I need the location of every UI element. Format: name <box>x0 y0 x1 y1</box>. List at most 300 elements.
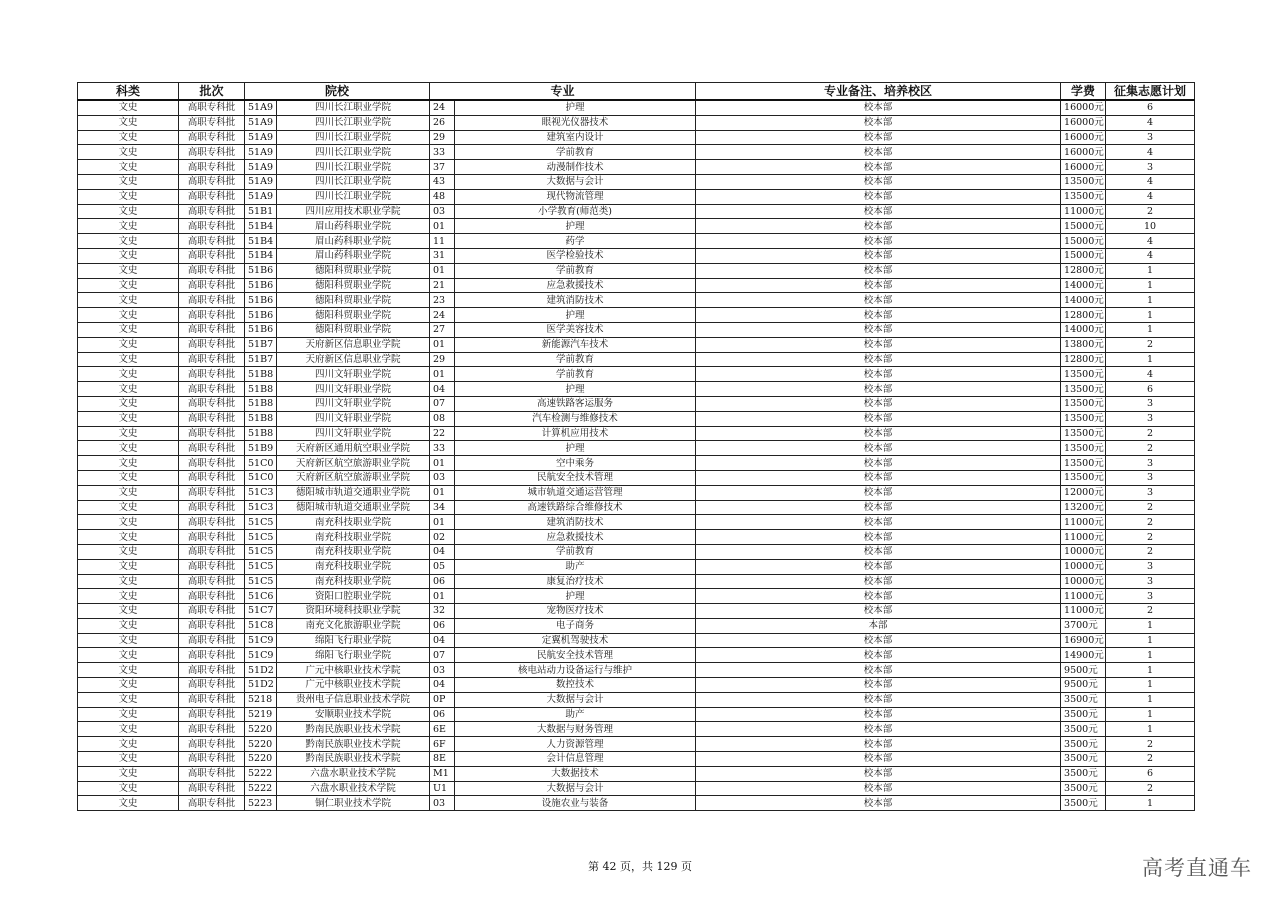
header-batch: 批次 <box>179 83 245 101</box>
cell-plan-count: 1 <box>1106 692 1195 707</box>
cell-major-name: 医学检验技术 <box>455 248 696 263</box>
cell-major-name: 高速铁路客运服务 <box>455 396 696 411</box>
cell-school-name: 南充科技职业学院 <box>277 544 430 559</box>
cell-category: 文史 <box>78 544 179 559</box>
cell-batch: 高职专科批 <box>179 648 245 663</box>
cell-category: 文史 <box>78 234 179 249</box>
cell-batch: 高职专科批 <box>179 248 245 263</box>
cell-category: 文史 <box>78 633 179 648</box>
cell-plan-count: 3 <box>1106 485 1195 500</box>
cell-category: 文史 <box>78 559 179 574</box>
cell-major-note: 校本部 <box>696 707 1061 722</box>
cell-batch: 高职专科批 <box>179 293 245 308</box>
cell-batch: 高职专科批 <box>179 367 245 382</box>
cell-school-name: 眉山药科职业学院 <box>277 248 430 263</box>
cell-tuition: 15000元 <box>1061 248 1106 263</box>
cell-batch: 高职专科批 <box>179 500 245 515</box>
cell-category: 文史 <box>78 204 179 219</box>
cell-major-name: 大数据与会计 <box>455 781 696 796</box>
cell-school-code: 51B6 <box>245 293 277 308</box>
table-row <box>78 189 1195 204</box>
cell-batch: 高职专科批 <box>179 796 245 811</box>
cell-batch: 高职专科批 <box>179 160 245 175</box>
cell-batch: 高职专科批 <box>179 174 245 189</box>
cell-major-name: 设施农业与装备 <box>455 796 696 811</box>
cell-school-name: 资阳口腔职业学院 <box>277 589 430 604</box>
cell-school-code: 51C3 <box>245 485 277 500</box>
cell-major-code: 21 <box>430 278 455 293</box>
cell-plan-count: 1 <box>1106 707 1195 722</box>
cell-category: 文史 <box>78 174 179 189</box>
cell-category: 文史 <box>78 145 179 160</box>
cell-major-note: 本部 <box>696 618 1061 633</box>
cell-major-code: 04 <box>430 544 455 559</box>
cell-plan-count: 1 <box>1106 263 1195 278</box>
cell-batch: 高职专科批 <box>179 752 245 767</box>
cell-major-name: 建筑消防技术 <box>455 515 696 530</box>
cell-major-code: 43 <box>430 174 455 189</box>
cell-category: 文史 <box>78 396 179 411</box>
cell-tuition: 3500元 <box>1061 692 1106 707</box>
cell-plan-count: 4 <box>1106 145 1195 160</box>
cell-school-code: 51C3 <box>245 500 277 515</box>
cell-plan-count: 2 <box>1106 515 1195 530</box>
cell-major-note: 校本部 <box>696 115 1061 130</box>
cell-major-name: 护理 <box>455 441 696 456</box>
cell-major-name: 大数据与会计 <box>455 174 696 189</box>
cell-batch: 高职专科批 <box>179 263 245 278</box>
cell-major-note: 校本部 <box>696 456 1061 471</box>
cell-plan-count: 2 <box>1106 752 1195 767</box>
cell-major-name: 电子商务 <box>455 618 696 633</box>
cell-major-note: 校本部 <box>696 692 1061 707</box>
cell-tuition: 11000元 <box>1061 515 1106 530</box>
cell-major-name: 学前教育 <box>455 352 696 367</box>
cell-tuition: 15000元 <box>1061 219 1106 234</box>
cell-batch: 高职专科批 <box>179 189 245 204</box>
cell-plan-count: 2 <box>1106 204 1195 219</box>
cell-major-name: 学前教育 <box>455 367 696 382</box>
header-major-note: 专业备注、培养校区 <box>696 83 1061 101</box>
cell-major-code: 34 <box>430 500 455 515</box>
cell-school-code: 51C5 <box>245 530 277 545</box>
cell-tuition: 16000元 <box>1061 160 1106 175</box>
table-row <box>78 337 1195 352</box>
cell-category: 文史 <box>78 678 179 693</box>
cell-major-note: 校本部 <box>696 722 1061 737</box>
cell-batch: 高职专科批 <box>179 485 245 500</box>
cell-school-code: 51B8 <box>245 367 277 382</box>
cell-school-name: 六盘水职业技术学院 <box>277 781 430 796</box>
cell-plan-count: 2 <box>1106 426 1195 441</box>
cell-major-code: 23 <box>430 293 455 308</box>
cell-school-code: 51C0 <box>245 456 277 471</box>
cell-school-name: 眉山药科职业学院 <box>277 234 430 249</box>
cell-school-name: 南充科技职业学院 <box>277 559 430 574</box>
header-plan: 征集志愿计划 <box>1106 83 1195 101</box>
cell-plan-count: 4 <box>1106 174 1195 189</box>
cell-school-code: 5220 <box>245 752 277 767</box>
cell-school-name: 铜仁职业技术学院 <box>277 796 430 811</box>
cell-batch: 高职专科批 <box>179 766 245 781</box>
cell-tuition: 3500元 <box>1061 766 1106 781</box>
cell-batch: 高职专科批 <box>179 707 245 722</box>
cell-major-code: 27 <box>430 322 455 337</box>
cell-plan-count: 4 <box>1106 248 1195 263</box>
cell-school-code: 5223 <box>245 796 277 811</box>
cell-major-code: 01 <box>430 337 455 352</box>
cell-school-code: 51B7 <box>245 337 277 352</box>
cell-category: 文史 <box>78 766 179 781</box>
cell-major-code: 05 <box>430 559 455 574</box>
cell-major-name: 高速铁路综合维修技术 <box>455 500 696 515</box>
cell-major-name: 动漫制作技术 <box>455 160 696 175</box>
cell-tuition: 12800元 <box>1061 263 1106 278</box>
cell-tuition: 14000元 <box>1061 322 1106 337</box>
table-row <box>78 219 1195 234</box>
cell-category: 文史 <box>78 263 179 278</box>
cell-major-code: 48 <box>430 189 455 204</box>
cell-tuition: 12800元 <box>1061 352 1106 367</box>
cell-plan-count: 10 <box>1106 219 1195 234</box>
table-row <box>78 100 1195 115</box>
cell-major-code: 8E <box>430 752 455 767</box>
table-row <box>78 352 1195 367</box>
cell-category: 文史 <box>78 115 179 130</box>
cell-major-code: 03 <box>430 796 455 811</box>
cell-tuition: 13500元 <box>1061 189 1106 204</box>
cell-major-code: 01 <box>430 589 455 604</box>
cell-batch: 高职专科批 <box>179 100 245 115</box>
cell-school-name: 天府新区通用航空职业学院 <box>277 441 430 456</box>
cell-school-name: 南充文化旅游职业学院 <box>277 618 430 633</box>
cell-major-name: 空中乘务 <box>455 456 696 471</box>
cell-major-note: 校本部 <box>696 382 1061 397</box>
cell-school-code: 51A9 <box>245 145 277 160</box>
cell-school-name: 四川长江职业学院 <box>277 174 430 189</box>
cell-category: 文史 <box>78 470 179 485</box>
cell-school-code: 51C9 <box>245 648 277 663</box>
table-row <box>78 618 1195 633</box>
cell-school-name: 南充科技职业学院 <box>277 515 430 530</box>
cell-school-name: 德阳城市轨道交通职业学院 <box>277 485 430 500</box>
cell-school-name: 四川文轩职业学院 <box>277 367 430 382</box>
cell-batch: 高职专科批 <box>179 441 245 456</box>
cell-school-code: 51A9 <box>245 130 277 145</box>
cell-major-note: 校本部 <box>696 648 1061 663</box>
cell-major-code: 08 <box>430 411 455 426</box>
cell-major-name: 护理 <box>455 589 696 604</box>
page-footer: 第 42 页，共 129 页 <box>588 860 692 873</box>
cell-category: 文史 <box>78 796 179 811</box>
cell-major-code: M1 <box>430 766 455 781</box>
cell-major-note: 校本部 <box>696 678 1061 693</box>
cell-major-name: 民航安全技术管理 <box>455 470 696 485</box>
cell-plan-count: 3 <box>1106 456 1195 471</box>
table-row <box>78 722 1195 737</box>
cell-tuition: 13500元 <box>1061 367 1106 382</box>
cell-major-name: 数控技术 <box>455 678 696 693</box>
table-row <box>78 130 1195 145</box>
table-row <box>78 308 1195 323</box>
cell-batch: 高职专科批 <box>179 382 245 397</box>
cell-batch: 高职专科批 <box>179 678 245 693</box>
cell-major-note: 校本部 <box>696 278 1061 293</box>
cell-major-code: 07 <box>430 396 455 411</box>
cell-school-name: 广元中核职业技术学院 <box>277 678 430 693</box>
cell-tuition: 11000元 <box>1061 204 1106 219</box>
cell-school-code: 51A9 <box>245 189 277 204</box>
cell-school-code: 51C5 <box>245 515 277 530</box>
cell-batch: 高职专科批 <box>179 589 245 604</box>
table-row <box>78 485 1195 500</box>
cell-plan-count: 6 <box>1106 382 1195 397</box>
cell-batch: 高职专科批 <box>179 470 245 485</box>
cell-batch: 高职专科批 <box>179 544 245 559</box>
header-category: 科类 <box>78 83 179 101</box>
cell-major-code: 31 <box>430 248 455 263</box>
cell-major-name: 学前教育 <box>455 544 696 559</box>
cell-school-code: 51C8 <box>245 618 277 633</box>
cell-major-note: 校本部 <box>696 219 1061 234</box>
cell-category: 文史 <box>78 737 179 752</box>
cell-major-note: 校本部 <box>696 796 1061 811</box>
cell-tuition: 9500元 <box>1061 663 1106 678</box>
cell-plan-count: 3 <box>1106 574 1195 589</box>
table-row <box>78 263 1195 278</box>
cell-batch: 高职专科批 <box>179 308 245 323</box>
cell-major-code: 04 <box>430 382 455 397</box>
cell-plan-count: 2 <box>1106 604 1195 619</box>
cell-major-note: 校本部 <box>696 367 1061 382</box>
cell-major-name: 小学教育(师范类) <box>455 204 696 219</box>
cell-batch: 高职专科批 <box>179 530 245 545</box>
cell-category: 文史 <box>78 441 179 456</box>
cell-batch: 高职专科批 <box>179 618 245 633</box>
cell-plan-count: 3 <box>1106 470 1195 485</box>
table-row <box>78 470 1195 485</box>
cell-school-name: 四川长江职业学院 <box>277 115 430 130</box>
cell-school-name: 德阳科贸职业学院 <box>277 322 430 337</box>
table-row <box>78 707 1195 722</box>
cell-major-name: 护理 <box>455 100 696 115</box>
cell-batch: 高职专科批 <box>179 663 245 678</box>
cell-category: 文史 <box>78 752 179 767</box>
table-row <box>78 382 1195 397</box>
cell-plan-count: 1 <box>1106 308 1195 323</box>
cell-major-note: 校本部 <box>696 500 1061 515</box>
cell-category: 文史 <box>78 500 179 515</box>
header-tuition: 学费 <box>1061 83 1106 101</box>
cell-school-name: 天府新区信息职业学院 <box>277 352 430 367</box>
cell-batch: 高职专科批 <box>179 337 245 352</box>
cell-tuition: 3500元 <box>1061 722 1106 737</box>
cell-school-code: 5218 <box>245 692 277 707</box>
cell-school-name: 德阳城市轨道交通职业学院 <box>277 500 430 515</box>
cell-plan-count: 2 <box>1106 441 1195 456</box>
cell-school-code: 51C5 <box>245 544 277 559</box>
cell-major-name: 大数据与财务管理 <box>455 722 696 737</box>
cell-major-code: 06 <box>430 574 455 589</box>
cell-school-code: 51B8 <box>245 382 277 397</box>
cell-plan-count: 3 <box>1106 160 1195 175</box>
cell-major-note: 校本部 <box>696 248 1061 263</box>
cell-major-name: 应急救援技术 <box>455 530 696 545</box>
table-row <box>78 367 1195 382</box>
cell-school-name: 天府新区信息职业学院 <box>277 337 430 352</box>
table-row <box>78 160 1195 175</box>
cell-major-code: 6F <box>430 737 455 752</box>
cell-major-note: 校本部 <box>696 234 1061 249</box>
cell-school-name: 德阳科贸职业学院 <box>277 263 430 278</box>
cell-school-name: 四川长江职业学院 <box>277 160 430 175</box>
cell-category: 文史 <box>78 278 179 293</box>
cell-major-note: 校本部 <box>696 633 1061 648</box>
cell-major-name: 助产 <box>455 707 696 722</box>
cell-tuition: 3500元 <box>1061 752 1106 767</box>
cell-major-code: U1 <box>430 781 455 796</box>
cell-category: 文史 <box>78 308 179 323</box>
cell-school-name: 黔南民族职业技术学院 <box>277 722 430 737</box>
cell-major-code: 04 <box>430 633 455 648</box>
cell-major-code: 24 <box>430 308 455 323</box>
cell-major-code: 32 <box>430 604 455 619</box>
cell-category: 文史 <box>78 130 179 145</box>
cell-major-note: 校本部 <box>696 396 1061 411</box>
cell-tuition: 12000元 <box>1061 485 1106 500</box>
table-row <box>78 174 1195 189</box>
cell-school-code: 51A9 <box>245 160 277 175</box>
cell-major-name: 民航安全技术管理 <box>455 648 696 663</box>
table-row <box>78 633 1195 648</box>
cell-school-name: 六盘水职业技术学院 <box>277 766 430 781</box>
cell-school-name: 四川文轩职业学院 <box>277 396 430 411</box>
cell-major-name: 学前教育 <box>455 263 696 278</box>
cell-tuition: 13500元 <box>1061 441 1106 456</box>
admission-plan-table <box>77 82 1195 811</box>
cell-school-name: 黔南民族职业技术学院 <box>277 752 430 767</box>
cell-major-name: 城市轨道交通运营管理 <box>455 485 696 500</box>
cell-school-name: 四川应用技术职业学院 <box>277 204 430 219</box>
cell-plan-count: 4 <box>1106 115 1195 130</box>
cell-category: 文史 <box>78 574 179 589</box>
cell-major-code: 07 <box>430 648 455 663</box>
cell-plan-count: 2 <box>1106 337 1195 352</box>
cell-school-code: 51B9 <box>245 441 277 456</box>
cell-category: 文史 <box>78 648 179 663</box>
cell-plan-count: 1 <box>1106 648 1195 663</box>
cell-category: 文史 <box>78 692 179 707</box>
cell-school-code: 51B6 <box>245 263 277 278</box>
cell-tuition: 13500元 <box>1061 382 1106 397</box>
cell-major-note: 校本部 <box>696 411 1061 426</box>
cell-plan-count: 1 <box>1106 796 1195 811</box>
cell-batch: 高职专科批 <box>179 633 245 648</box>
cell-category: 文史 <box>78 663 179 678</box>
cell-plan-count: 4 <box>1106 234 1195 249</box>
cell-major-code: 0P <box>430 692 455 707</box>
cell-batch: 高职专科批 <box>179 219 245 234</box>
cell-batch: 高职专科批 <box>179 515 245 530</box>
table-row <box>78 396 1195 411</box>
cell-plan-count: 1 <box>1106 678 1195 693</box>
cell-tuition: 13500元 <box>1061 470 1106 485</box>
cell-category: 文史 <box>78 352 179 367</box>
cell-major-code: 6E <box>430 722 455 737</box>
cell-category: 文史 <box>78 485 179 500</box>
cell-tuition: 13500元 <box>1061 174 1106 189</box>
cell-school-code: 51C7 <box>245 604 277 619</box>
cell-major-note: 校本部 <box>696 737 1061 752</box>
table-header-row <box>78 83 1195 101</box>
cell-tuition: 9500元 <box>1061 678 1106 693</box>
cell-batch: 高职专科批 <box>179 574 245 589</box>
cell-batch: 高职专科批 <box>179 396 245 411</box>
table-row <box>78 574 1195 589</box>
cell-tuition: 13200元 <box>1061 500 1106 515</box>
cell-major-code: 03 <box>430 663 455 678</box>
cell-plan-count: 1 <box>1106 722 1195 737</box>
cell-school-name: 资阳环境科技职业学院 <box>277 604 430 619</box>
cell-school-name: 安顺职业技术学院 <box>277 707 430 722</box>
cell-major-note: 校本部 <box>696 160 1061 175</box>
table-body <box>78 100 1195 811</box>
cell-category: 文史 <box>78 515 179 530</box>
cell-major-code: 06 <box>430 707 455 722</box>
cell-major-code: 01 <box>430 485 455 500</box>
cell-major-code: 01 <box>430 456 455 471</box>
cell-plan-count: 3 <box>1106 130 1195 145</box>
cell-major-note: 校本部 <box>696 130 1061 145</box>
cell-major-name: 护理 <box>455 308 696 323</box>
cell-major-name: 核电站动力设备运行与维护 <box>455 663 696 678</box>
cell-school-name: 黔南民族职业技术学院 <box>277 737 430 752</box>
cell-plan-count: 2 <box>1106 530 1195 545</box>
cell-plan-count: 1 <box>1106 618 1195 633</box>
cell-school-code: 51B8 <box>245 426 277 441</box>
cell-major-note: 校本部 <box>696 604 1061 619</box>
cell-plan-count: 1 <box>1106 322 1195 337</box>
cell-batch: 高职专科批 <box>179 604 245 619</box>
cell-school-code: 51B6 <box>245 308 277 323</box>
cell-school-code: 51A9 <box>245 115 277 130</box>
cell-school-code: 51C9 <box>245 633 277 648</box>
cell-major-note: 校本部 <box>696 574 1061 589</box>
cell-plan-count: 4 <box>1106 189 1195 204</box>
cell-school-code: 51B6 <box>245 322 277 337</box>
cell-major-name: 定翼机驾驶技术 <box>455 633 696 648</box>
cell-school-name: 四川长江职业学院 <box>277 189 430 204</box>
cell-major-name: 汽车检测与维修技术 <box>455 411 696 426</box>
cell-category: 文史 <box>78 367 179 382</box>
table-row <box>78 278 1195 293</box>
cell-major-note: 校本部 <box>696 308 1061 323</box>
cell-batch: 高职专科批 <box>179 722 245 737</box>
cell-batch: 高职专科批 <box>179 456 245 471</box>
cell-school-name: 眉山药科职业学院 <box>277 219 430 234</box>
cell-plan-count: 6 <box>1106 766 1195 781</box>
cell-school-code: 5222 <box>245 781 277 796</box>
cell-tuition: 13500元 <box>1061 396 1106 411</box>
table-row <box>78 515 1195 530</box>
cell-batch: 高职专科批 <box>179 234 245 249</box>
cell-major-name: 宠物医疗技术 <box>455 604 696 619</box>
cell-tuition: 15000元 <box>1061 234 1106 249</box>
cell-batch: 高职专科批 <box>179 692 245 707</box>
cell-tuition: 16900元 <box>1061 633 1106 648</box>
cell-major-code: 03 <box>430 204 455 219</box>
watermark-logo-text: 高考直通车 <box>1142 856 1252 880</box>
